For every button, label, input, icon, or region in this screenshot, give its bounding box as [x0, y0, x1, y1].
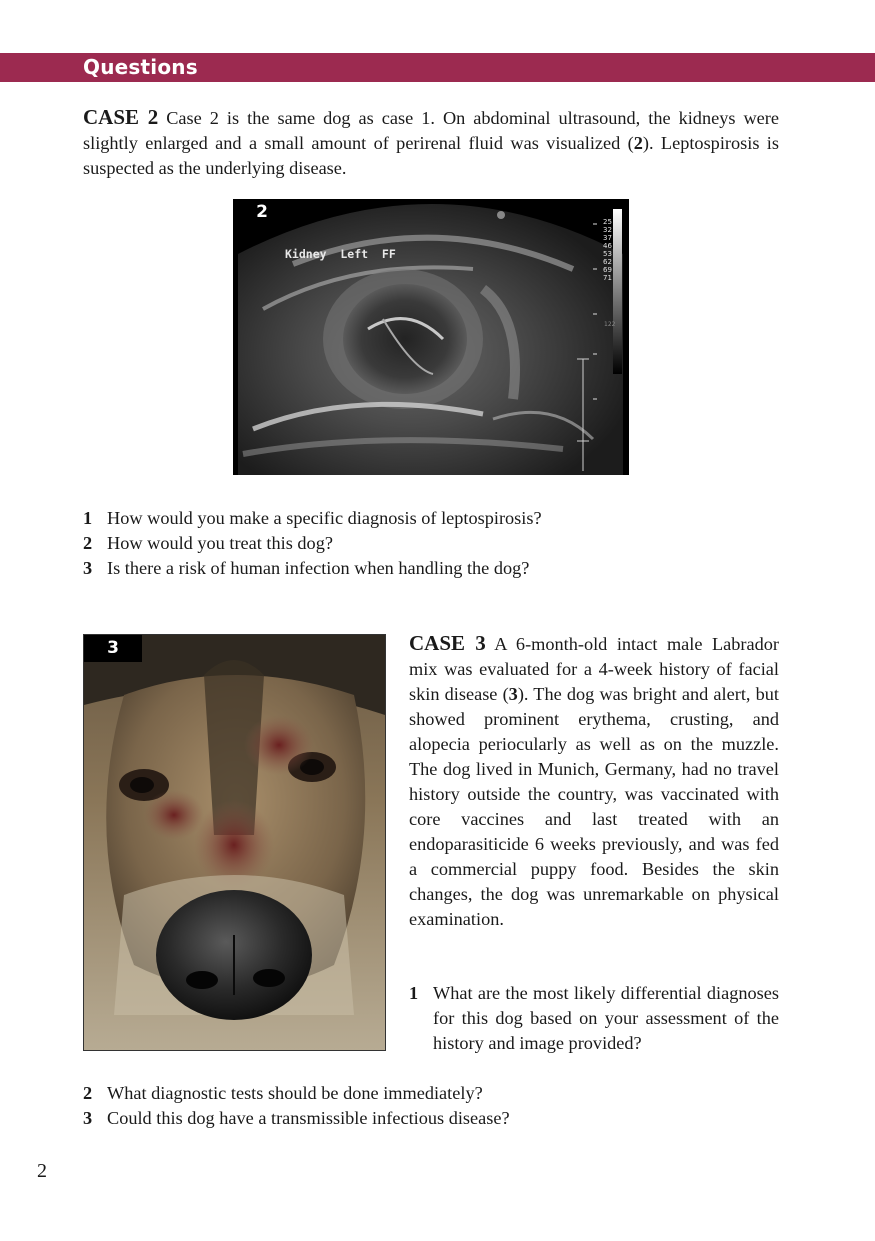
question-item	[83, 1106, 779, 1131]
question-text: How would you make a specific diagnosis of leptospirosis?	[107, 508, 542, 528]
section-title: Questions	[83, 55, 198, 79]
ultrasound-overlay-label: Kidney Left FF	[285, 247, 396, 261]
case-2-figure-ref: 2	[633, 133, 643, 153]
question-number: 1	[409, 983, 419, 1003]
question-item	[409, 981, 779, 1056]
question-number: 1	[83, 508, 93, 528]
case-3-questions	[83, 1081, 779, 1131]
question-item	[83, 506, 779, 531]
question-item	[83, 531, 779, 556]
case-2-questions	[83, 506, 779, 581]
question-text: How would you treat this dog?	[107, 533, 333, 553]
case-2-paragraph	[83, 105, 779, 181]
case-3-label: CASE 3	[409, 631, 486, 655]
figure-number-2: 2	[233, 199, 291, 226]
question-number: 2	[83, 1083, 93, 1103]
question-item	[83, 1081, 779, 1106]
question-number: 3	[83, 1108, 93, 1128]
case-3-question-1	[409, 981, 779, 1056]
case-3-paragraph	[409, 631, 779, 932]
dog-face-photo	[84, 635, 385, 1050]
ultrasound-scale-extra: 122	[604, 321, 616, 328]
question-text: Is there a risk of human infection when handling the dog?	[107, 558, 530, 578]
case-2-text-pre: Case 2 is the same dog as case 1. On abdominal ultrasound, the kidneys were slightly enlarged and a small amount of perirenal fluid was visualized (	[83, 108, 779, 153]
question-text: What diagnostic tests should be done immediately?	[107, 1083, 483, 1103]
ultrasound-image	[233, 199, 629, 475]
case-3-figure-ref: 3	[508, 684, 518, 704]
page-number: 2	[37, 1160, 47, 1182]
dog-photo-figure	[83, 634, 386, 1051]
question-item	[83, 556, 779, 581]
question-text: Could this dog have a transmissible infectious disease?	[107, 1108, 510, 1128]
case-2-text-post: ). Leptospirosis is suspected as the underlying disease.	[83, 133, 779, 178]
case-2-label: CASE 2	[83, 105, 159, 129]
question-number: 3	[83, 558, 93, 578]
question-number: 2	[83, 533, 93, 553]
case-3-text-post: ). The dog was bright and alert, but showed prominent erythema, crusting, and alopecia periocularly as well as on the muzzle. The dog lived in Munich, Germany, had no travel history outside the country, was vaccinated with core vaccines and last treated with an endoparasiticide 6 weeks previously, and was fed a commercial puppy food. Besides the skin changes, the dog was unremarkable on physical examination.	[409, 684, 779, 929]
section-header-band	[0, 53, 875, 82]
ultrasound-scale-values: 25 32 37 46 53 62 69 71	[603, 218, 612, 282]
ultrasound-figure	[233, 199, 629, 475]
figure-number-3: 3	[84, 635, 142, 662]
case-3-text-pre: A 6-month-old intact male Labrador mix was evaluated for a 4-week history of facial skin disease (	[409, 634, 779, 704]
question-text: What are the most likely differential diagnoses for this dog based on your assessment of the history and image provided?	[433, 983, 779, 1053]
